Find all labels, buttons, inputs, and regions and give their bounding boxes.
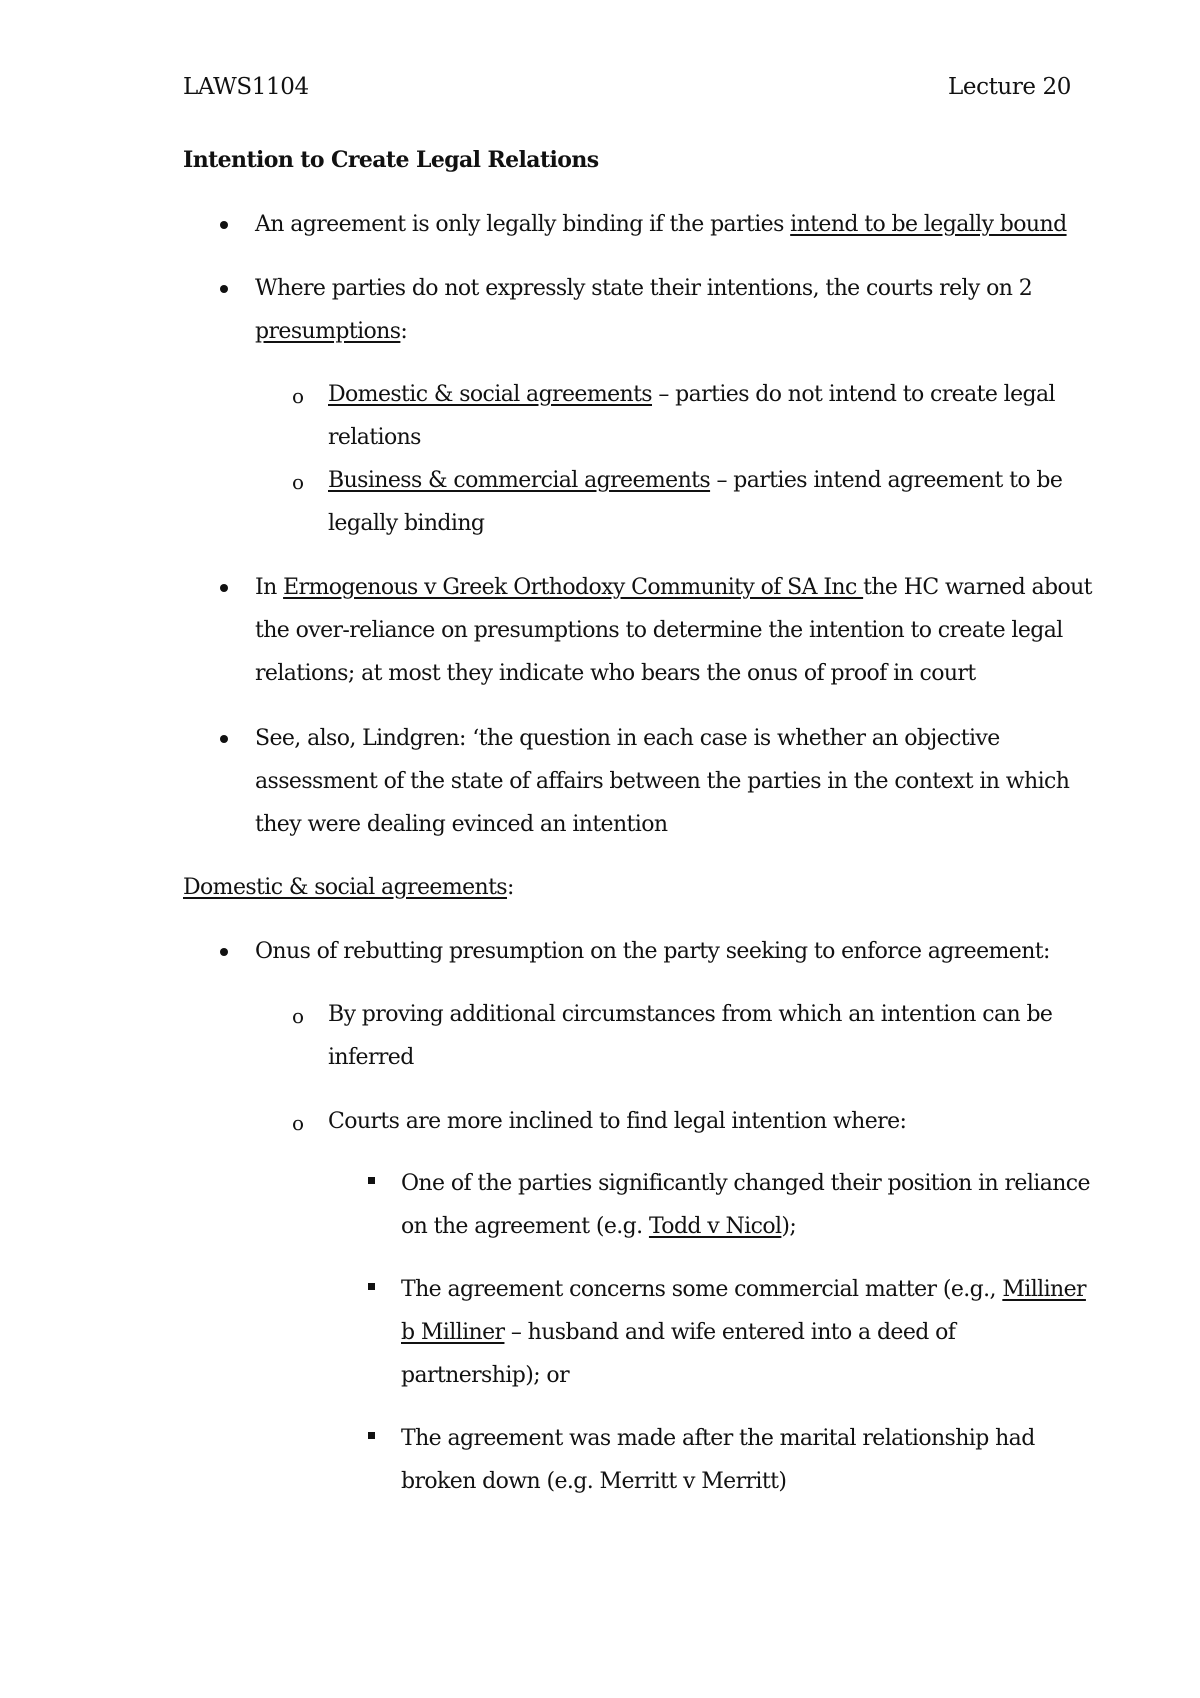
page-title: Intention to Create Legal Relations	[183, 147, 599, 173]
bullet-4-line-3: they were dealing evinced an intention	[255, 812, 668, 837]
sub-bullet-2-line-1: Business & commercial agreements – parties intend agreement to be	[328, 468, 1063, 493]
bullet-4-line-1: See, also, Lindgren: ‘the question in each case is whether an objective	[255, 726, 1000, 751]
header-lecture: Lecture 20	[948, 74, 1072, 100]
square-bullet-icon	[368, 1432, 375, 1439]
sub-bullet-4-text: Courts are more inclined to find legal intention where:	[328, 1109, 907, 1134]
tertiary-2-line-1: The agreement concerns some commercial matter (e.g., Milliner	[401, 1277, 1086, 1302]
bullet-icon	[220, 735, 228, 743]
tertiary-1-line-1: One of the parties significantly changed their position in reliance	[401, 1171, 1090, 1196]
underlined-phrase: Domestic & social agreements	[328, 382, 652, 407]
square-bullet-icon	[368, 1177, 375, 1184]
underlined-phrase: intend to be legally bound	[790, 212, 1067, 237]
sub-bullet-3-line-2: inferred	[328, 1045, 414, 1070]
sub-bullet-3-line-1: By proving additional circumstances from which an intention can be	[328, 1002, 1053, 1027]
bullet-3-line-3: relations; at most they indicate who bears the onus of proof in court	[255, 661, 976, 686]
circle-bullet-icon: o	[292, 1111, 305, 1135]
case-name: Todd v Nicol	[648, 1214, 782, 1239]
bullet-5-text: Onus of rebutting presumption on the party seeking to enforce agreement:	[255, 939, 1050, 964]
tertiary-1-line-2: on the agreement (e.g. Todd v Nicol);	[401, 1214, 797, 1239]
case-name: Ermogenous v Greek Orthodoxy Community of SA Inc	[283, 575, 864, 600]
bullet-4-line-2: assessment of the state of affairs between the parties in the context in which	[255, 769, 1070, 794]
bullet-2-line-1: Where parties do not expressly state their intentions, the courts rely on 2	[255, 276, 1033, 301]
tertiary-2-line-3: partnership); or	[401, 1363, 569, 1388]
sub-bullet-2-line-2: legally binding	[328, 511, 485, 536]
bullet-3-line-2: the over-reliance on presumptions to determine the intention to create legal	[255, 618, 1063, 643]
tertiary-3-line-2: broken down (e.g. Merritt v Merritt)	[401, 1469, 787, 1494]
bullet-3-line-1: In Ermogenous v Greek Orthodoxy Community of SA Inc the HC warned about	[255, 575, 1092, 600]
underlined-phrase: Business & commercial agreements	[328, 468, 711, 493]
square-bullet-icon	[368, 1283, 375, 1290]
circle-bullet-icon: o	[292, 1004, 305, 1028]
circle-bullet-icon: o	[292, 470, 305, 494]
case-name: b Milliner	[401, 1320, 505, 1345]
sub-bullet-1-line-2: relations	[328, 425, 421, 450]
underlined-phrase: presumptions	[255, 319, 401, 344]
bullet-icon	[220, 584, 228, 592]
sub-bullet-1-line-1: Domestic & social agreements – parties do not intend to create legal	[328, 382, 1055, 407]
case-name: Milliner	[1002, 1277, 1086, 1302]
bullet-icon	[220, 221, 228, 229]
header-course: LAWS1104	[183, 74, 309, 100]
tertiary-3-line-1: The agreement was made after the marital relationship had	[401, 1426, 1035, 1451]
bullet-2-line-2: presumptions:	[255, 319, 408, 344]
section-heading: Domestic & social agreements:	[183, 875, 514, 900]
tertiary-2-line-2: b Milliner – husband and wife entered into a deed of	[401, 1320, 956, 1345]
bullet-1-text: An agreement is only legally binding if the parties intend to be legally bound	[255, 212, 1067, 237]
circle-bullet-icon: o	[292, 384, 305, 408]
bullet-icon	[220, 948, 228, 956]
bullet-icon	[220, 285, 228, 293]
